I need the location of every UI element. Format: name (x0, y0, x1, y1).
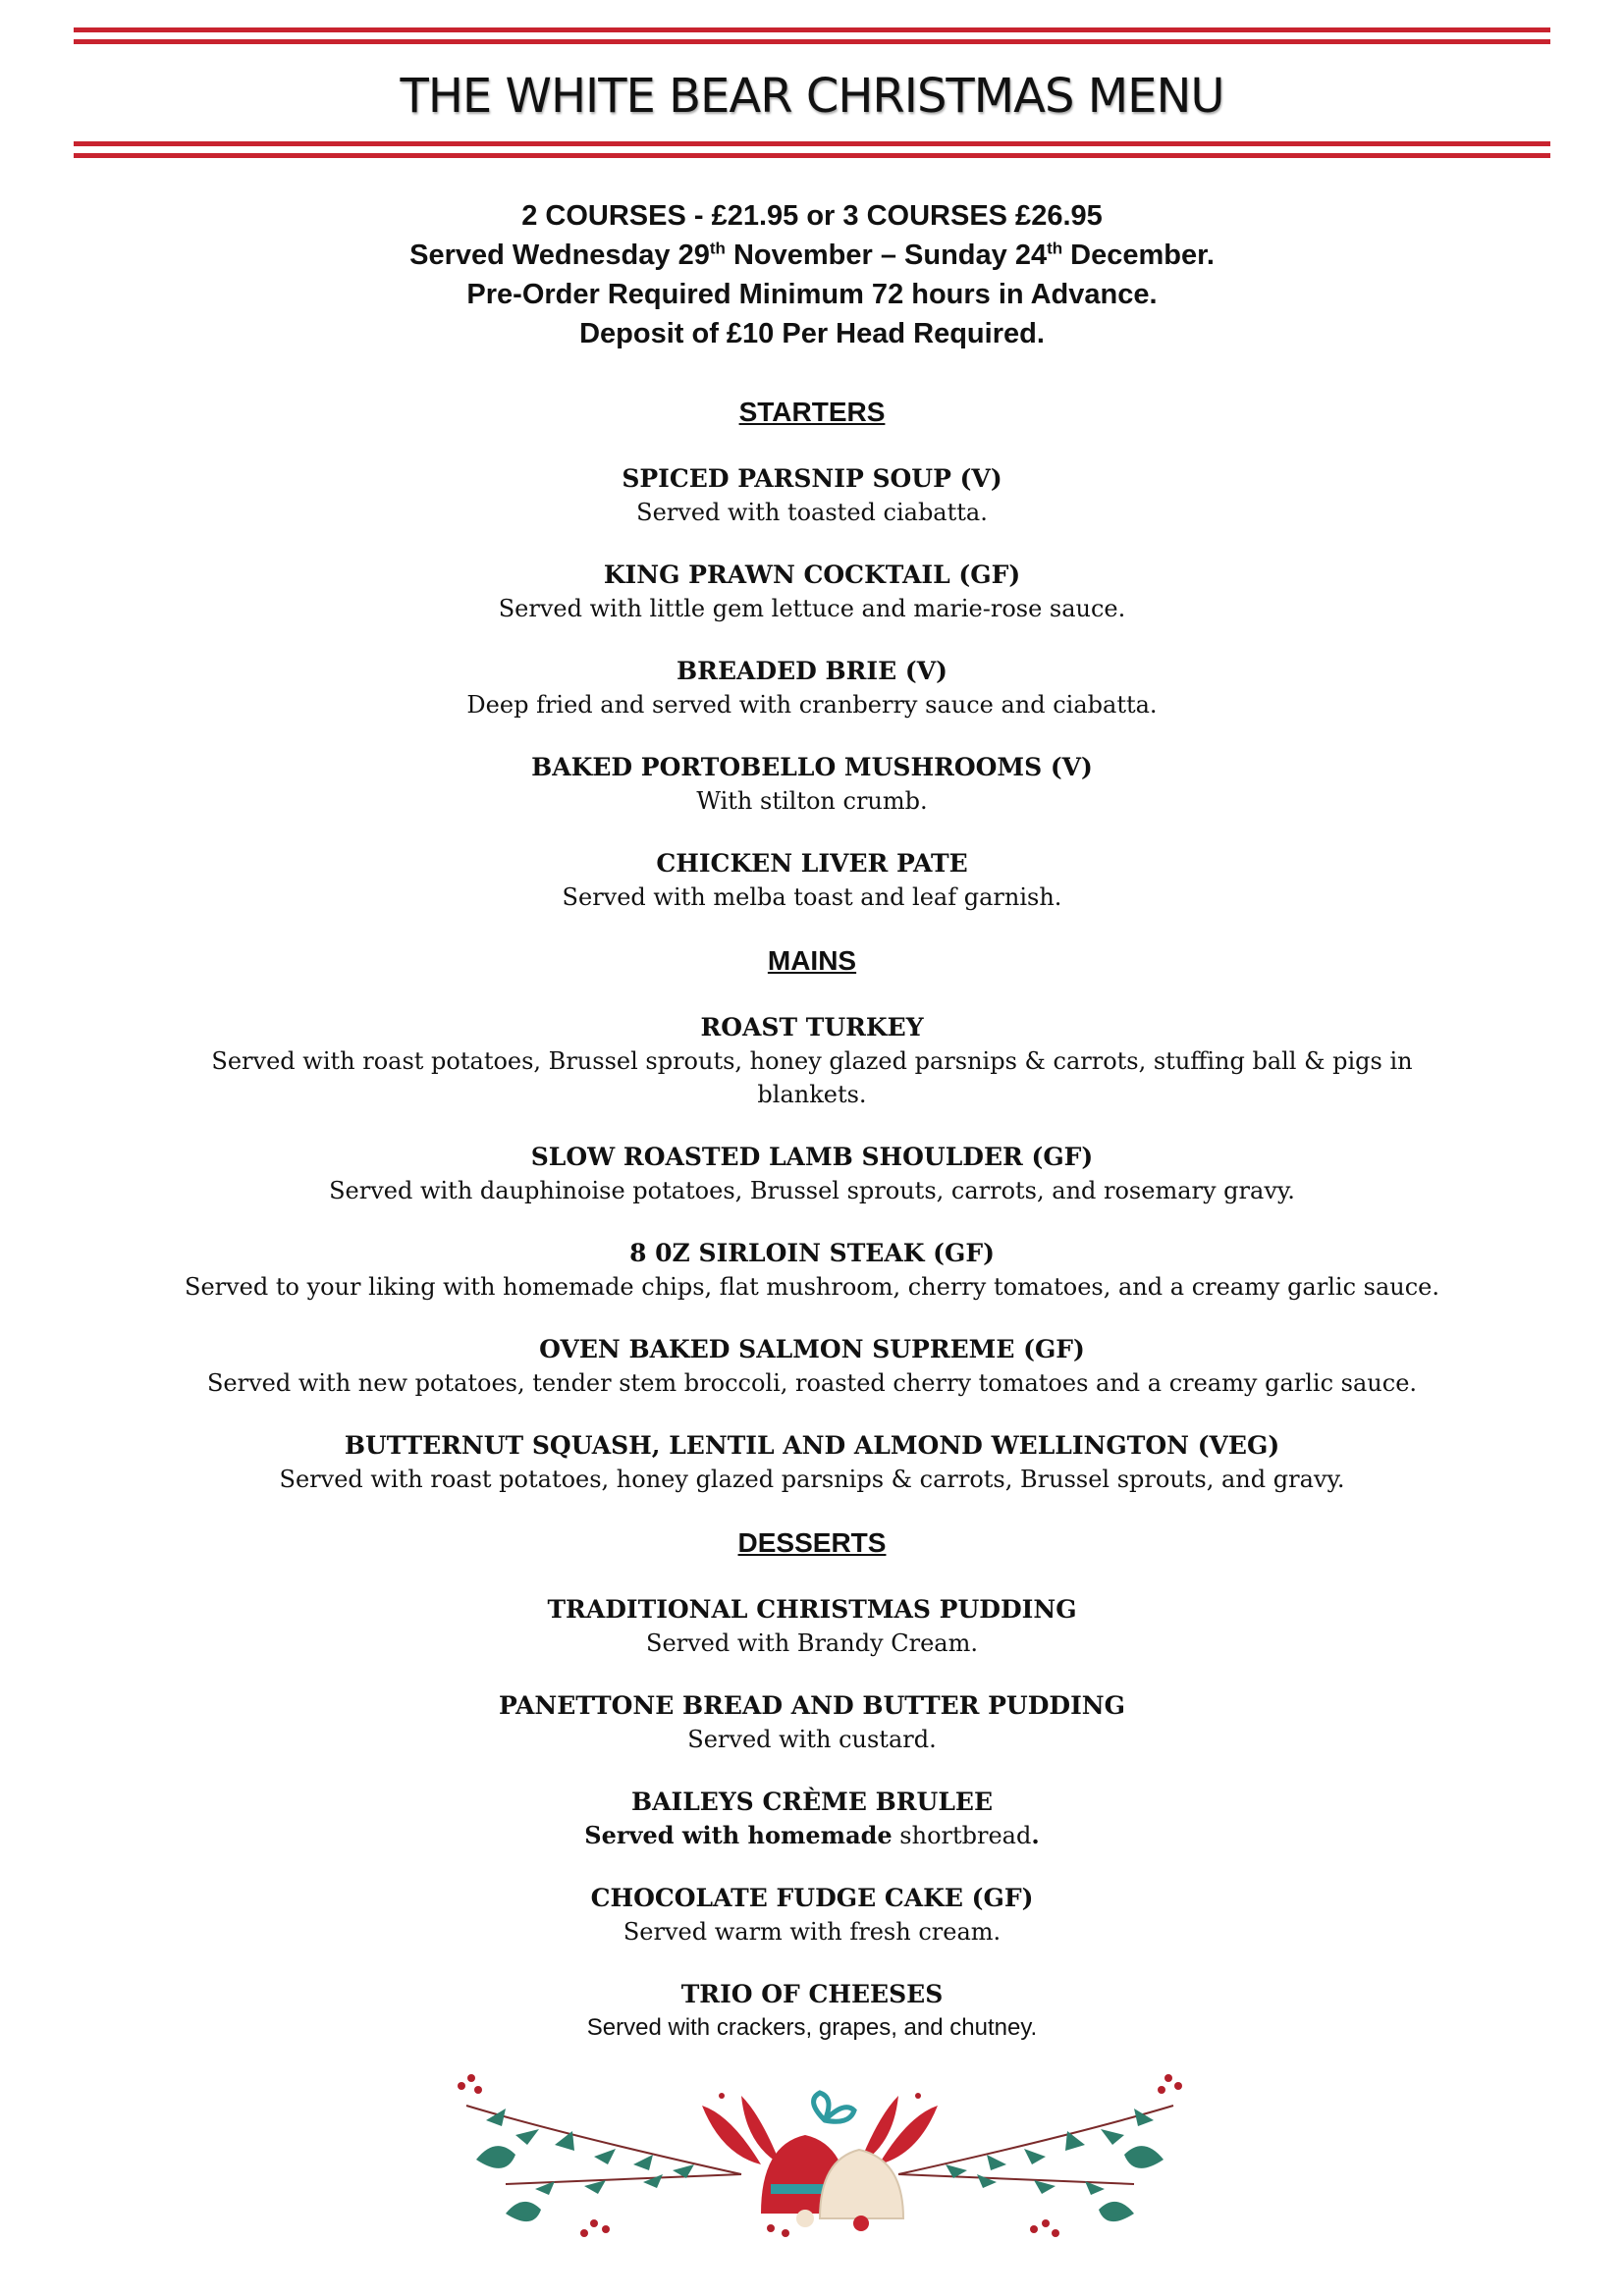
item-description (0, 1819, 1624, 1852)
item-description: Served with custard. (687, 1726, 937, 1753)
item-name: SPICED PARSNIP SOUP (V) (622, 464, 1002, 493)
item-name: PANETTONE BREAD AND BUTTER PUDDING (498, 1691, 1125, 1720)
item-name: BUTTERNUT SQUASH, LENTIL AND ALMOND WELLINGTON (VEG) (344, 1431, 1280, 1460)
red-rule (74, 39, 1550, 44)
item-name: SLOW ROASTED LAMB SHOULDER (GF) (530, 1143, 1094, 1171)
menu-title: THE WHITE BEAR CHRISTMAS MENU (400, 69, 1224, 124)
menu-item (0, 751, 1624, 818)
item-name: KING PRAWN COCKTAIL (GF) (603, 561, 1021, 589)
menu-body (0, 395, 1624, 2074)
mains-section (0, 943, 1624, 1496)
ordinal-suffix: th (1047, 239, 1063, 258)
christmas-bells-garland-icon (447, 2066, 1193, 2243)
section-heading: DESSERTS (737, 1527, 887, 1558)
ordinal-suffix: th (709, 239, 726, 258)
top-red-rules (74, 27, 1550, 47)
menu-item (0, 462, 1624, 529)
item-description: Served warm with fresh cream. (623, 1918, 1001, 1946)
item-description: Served with little gem lettuce and marie-rose sauce. (498, 595, 1126, 622)
menu-item (0, 655, 1624, 721)
red-rule (74, 141, 1550, 146)
menu-info (0, 196, 1624, 353)
red-rule (74, 153, 1550, 158)
item-name: ROAST TURKEY (700, 1013, 924, 1041)
item-description: Served with dauphinoise potatoes, Brussel sprouts, carrots, and rosemary gravy. (329, 1177, 1295, 1204)
item-name: BAILEYS CRÈME BRULEE (630, 1788, 994, 1816)
preorder-line: Pre-Order Required Minimum 72 hours in Advance. (466, 279, 1158, 310)
item-description: Served to your liking with homemade chips, flat mushroom, cherry tomatoes, and a creamy garlic sauce. (185, 1273, 1439, 1301)
item-name: BAKED PORTOBELLO MUSHROOMS (V) (531, 753, 1093, 781)
menu-item (0, 1882, 1624, 1949)
menu-item (0, 1689, 1624, 1756)
served-text: Served Wednesday 29 (409, 240, 710, 271)
red-rule (74, 27, 1550, 32)
item-description: Deep fried and served with cranberry sauce and ciabatta. (466, 691, 1158, 719)
served-text: November – Sunday 24 (725, 240, 1048, 271)
desserts-section (0, 1525, 1624, 2045)
item-name: TRADITIONAL CHRISTMAS PUDDING (547, 1595, 1077, 1624)
item-name: BREADED BRIE (V) (677, 657, 947, 685)
item-name: TRIO OF CHEESES (680, 1980, 944, 2008)
menu-item (0, 1786, 1624, 1852)
starters-section (0, 395, 1624, 914)
item-description: Served with Brandy Cream. (646, 1629, 978, 1657)
menu-item (0, 1333, 1624, 1400)
menu-item (0, 847, 1624, 914)
desc-bold: Served with homemade (584, 1821, 893, 1849)
item-description: Served with melba toast and leaf garnish. (562, 883, 1062, 911)
desc-end: . (1031, 1821, 1040, 1849)
section-heading: MAINS (767, 945, 857, 976)
menu-item (0, 559, 1624, 625)
price-line: 2 COURSES - £21.95 or 3 COURSES £26.95 (521, 200, 1103, 232)
item-description: Served with toasted ciabatta. (636, 499, 988, 526)
item-name: CHOCOLATE FUDGE CAKE (GF) (590, 1884, 1034, 1912)
section-heading: STARTERS (738, 397, 886, 427)
served-text: December. (1062, 240, 1215, 271)
item-description: With stilton crumb. (696, 787, 928, 815)
served-dates-line (0, 236, 1624, 275)
deposit-line: Deposit of £10 Per Head Required. (579, 318, 1045, 349)
menu-item (0, 1978, 1624, 2045)
item-description: Served with crackers, grapes, and chutney. (586, 2014, 1038, 2041)
item-name: 8 0Z SIRLOIN STEAK (GF) (629, 1239, 995, 1267)
item-description: Served with roast potatoes, honey glazed parsnips & carrots, Brussel sprouts, and gravy. (279, 1466, 1345, 1493)
menu-item (0, 1429, 1624, 1496)
item-description: Served with new potatoes, tender stem broccoli, roasted cherry tomatoes and a creamy garlic sauce. (206, 1369, 1418, 1397)
menu-item (0, 1141, 1624, 1207)
desc-rest: shortbread (892, 1822, 1032, 1849)
bottom-red-rules (74, 141, 1550, 161)
item-name: CHICKEN LIVER PATE (656, 849, 968, 878)
item-description: Served with roast potatoes, Brussel sprouts, honey glazed parsnips & carrots, stuffing ball & pigs in blankets. (211, 1047, 1413, 1108)
menu-item (0, 1593, 1624, 1660)
item-name: OVEN BAKED SALMON SUPREME (GF) (539, 1335, 1085, 1363)
menu-item (0, 1237, 1624, 1304)
menu-item (0, 1011, 1624, 1111)
